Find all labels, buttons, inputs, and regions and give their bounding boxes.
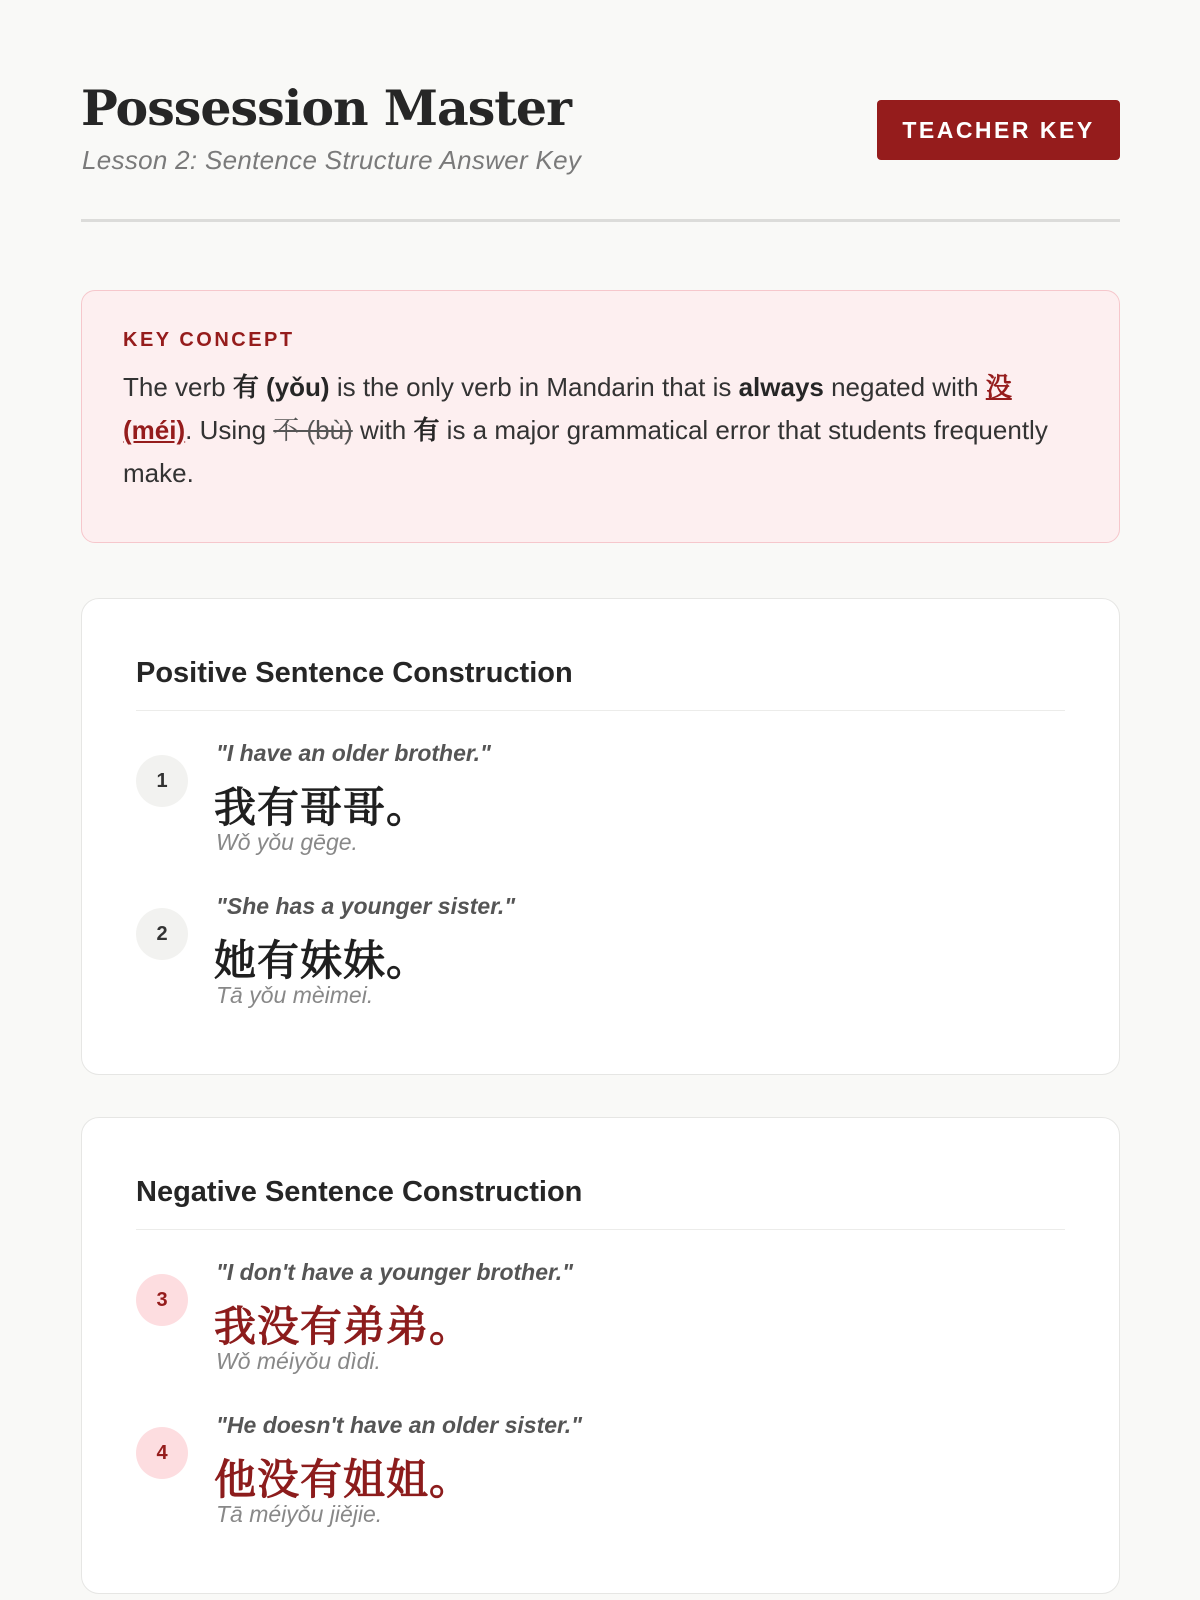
english-sentence: "I don't have a younger brother.": [216, 1259, 573, 1285]
pinyin-sentence: Tā méiyǒu jiějie.: [216, 1501, 383, 1527]
chinese-sentence: 她有妹妹。: [214, 936, 430, 985]
teacher-key-button[interactable]: TEACHER KEY: [877, 100, 1120, 160]
item-number-badge: 1: [136, 755, 188, 807]
english-sentence: "She has a younger sister.": [216, 893, 516, 919]
concept-mei: 没 (méi): [123, 372, 1012, 445]
chinese-sentence: 我有哥哥。: [214, 783, 430, 832]
answer-key-page: [81, 0, 1120, 1527]
sentence-item: [136, 740, 1065, 899]
concept-text-part: with: [352, 415, 414, 445]
english-sentence: "I have an older brother.": [216, 740, 491, 766]
key-concept-text: [123, 366, 1079, 495]
key-concept-label: KEY CONCEPT: [123, 329, 295, 351]
concept-text-part: The verb: [123, 372, 233, 402]
page-title: Possession Master: [81, 79, 571, 137]
pinyin-sentence: Wǒ yǒu gēge.: [216, 829, 358, 855]
sentence-item: [136, 893, 1065, 1052]
chinese-sentence: 我没有弟弟。: [214, 1302, 473, 1351]
pinyin-sentence: Wǒ méiyǒu dìdi.: [216, 1348, 381, 1374]
concept-you-char: 有: [413, 415, 440, 445]
concept-text-part: . Using: [185, 415, 274, 445]
english-sentence: "He doesn't have an older sister.": [216, 1412, 583, 1438]
negative-construction-card: [81, 1117, 1120, 1594]
concept-text-part: is a major grammatical error that students frequently make.: [123, 415, 1048, 488]
sentence-item: [136, 1412, 1065, 1571]
concept-text-part: is the only verb in Mandarin that is: [329, 372, 739, 402]
item-number-badge: 3: [136, 1274, 188, 1326]
key-concept-box: [81, 290, 1120, 543]
page-subtitle: Lesson 2: Sentence Structure Answer Key: [82, 145, 582, 175]
positive-construction-card: [81, 598, 1120, 1075]
pinyin-sentence: Tā yǒu mèimei.: [216, 982, 374, 1008]
chinese-sentence: 他没有姐姐。: [214, 1455, 473, 1504]
item-number-badge: 2: [136, 908, 188, 960]
item-number-badge: 4: [136, 1427, 188, 1479]
concept-bu-struck: 不 (bù): [273, 415, 353, 445]
sentence-item: [136, 1259, 1065, 1418]
concept-always: always: [738, 372, 824, 402]
concept-text-part: negated with: [823, 372, 986, 402]
negative-card-title: Negative Sentence Construction: [136, 1176, 1065, 1230]
concept-verb-you: 有 (yǒu): [232, 372, 330, 402]
page-header: [81, 0, 1120, 222]
positive-card-title: Positive Sentence Construction: [136, 657, 1065, 711]
